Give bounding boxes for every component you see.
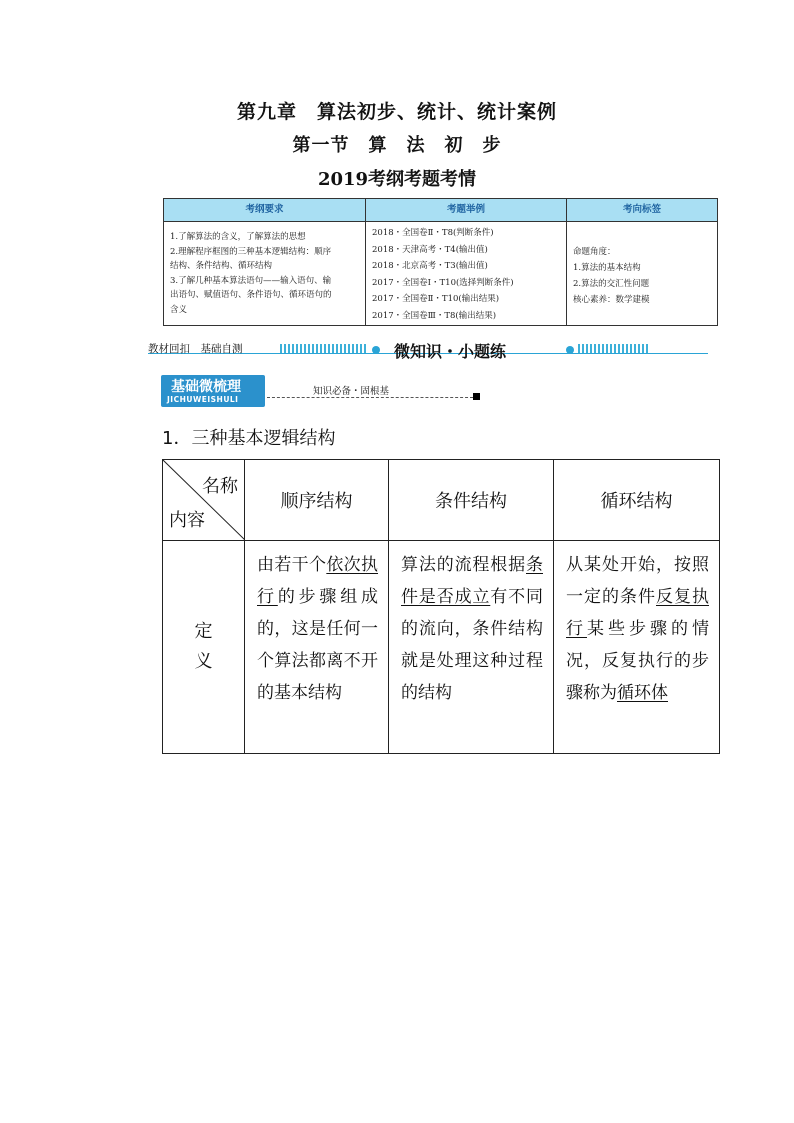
requirement-line: 结构、条件结构、循环结构 [170,261,273,271]
overview-table [163,198,718,326]
dotted-pattern-right [578,344,650,353]
corner-label-content: 内容 [169,510,205,531]
definition-text: 有不同的流向，条件结构就是处理这种过程的结构 [401,587,544,703]
requirement-line: 2.理解程序框图的三种基本逻辑结构：顺序 [170,246,332,257]
row-label-definition [163,541,245,754]
key-term: 循环体 [617,683,668,703]
row-label-char: 义 [194,651,213,672]
requirement-line: 3.了解几种基本算法语句——输入语句、输 [170,275,332,286]
definition-loop [554,541,720,754]
definition-condition [389,541,554,754]
banner-tag: 知识必备・固根基 [313,386,390,397]
example-line: 2018・北京高考・T3(输出值) [372,261,488,271]
square-bullet-icon [473,393,480,400]
definition-text: 由若干个 [257,555,327,575]
key-term: 依次执行 [257,555,379,607]
band-dot-icon [566,346,574,354]
requirements-header: 考纲要求 [164,199,365,222]
tags-column [567,199,717,325]
dotted-pattern-left [280,344,366,353]
tag-line: 命题角度： [573,247,616,257]
definition-text: 从某处开始，按照一定的条件 [566,555,709,607]
band-left-text: 教材回扣 基础自测 [148,343,243,355]
chapter-title: 第九章 算法初步、统计、统计案例 [236,101,557,123]
logic-structure-table [162,459,720,754]
band-title: 微知识・小题练 [394,342,507,361]
requirement-line: 含义 [170,304,188,315]
tags-header: 考向标签 [567,199,717,222]
table-header-row [163,460,720,541]
row-label-char: 定 [194,621,213,642]
corner-label-name: 名称 [202,476,238,497]
tag-line: 1.算法的基本结构 [573,263,641,273]
band-dot-icon [372,346,380,354]
banner-title: 基础微梳理 [171,379,241,395]
section-heading: 1．三种基本逻辑结构 [162,428,336,449]
table-row [163,541,720,754]
column-header-loop: 循环结构 [554,460,720,541]
definition-text: 算法的流程根据 [401,555,526,575]
example-line: 2017・全国卷Ⅰ・T10(选择判断条件) [372,277,514,288]
corner-cell [163,460,245,541]
requirement-line: 1.了解算法的含义，了解算法的思想 [170,232,306,242]
topic-banner [161,375,481,409]
column-header-condition: 条件结构 [389,460,554,541]
definition-text: 某些步骤的情况，反复执行的步骤称为 [566,619,709,703]
example-line: 2018・全国卷Ⅱ・T8(判断条件) [372,228,494,238]
examples-header: 考题举例 [366,199,566,222]
requirements-column [164,199,366,325]
tag-line: 核心素养：数学建模 [573,295,650,305]
requirement-line: 出语句、赋值语句、条件语句、循环语句的 [170,290,332,300]
section-title: 第一节 算 法 初 步 [292,135,502,156]
example-line: 2017・全国卷Ⅲ・T8(输出结果) [372,310,497,321]
section-band [148,338,708,362]
column-header-sequence: 顺序结构 [245,460,389,541]
key-term: 条件是否成立 [401,555,543,607]
exam-info-title: 2019考纲考题考情 [317,169,477,190]
banner-badge [161,375,265,407]
definition-sequence [245,541,389,754]
definition-text: 的步骤组成的，这是任何一个算法都离不开的基本结构 [257,587,379,703]
banner-subtitle: JICHUWEISHULI [167,395,239,404]
banner-rule [267,397,473,398]
key-term: 反复执行 [566,587,709,639]
example-line: 2017・全国卷Ⅱ・T10(输出结果) [372,294,500,304]
tag-line: 2.算法的交汇性问题 [573,279,650,289]
examples-column [366,199,567,325]
example-line: 2018・天津高考・T4(输出值) [372,244,488,255]
